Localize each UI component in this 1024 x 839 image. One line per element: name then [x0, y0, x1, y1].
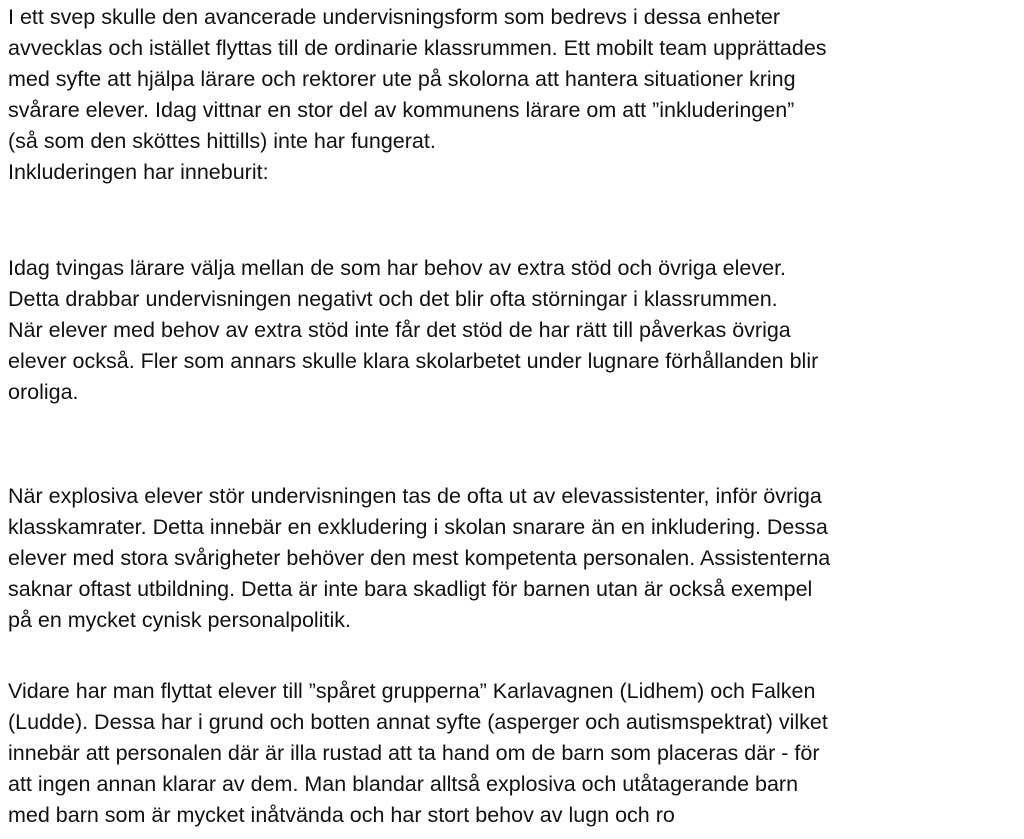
text-line: på en mycket cynisk personalpolitik. [8, 608, 351, 632]
paragraph-inclusion-background [8, 2, 1022, 188]
text-line: Idag tvingas lärare välja mellan de som har behov av extra stöd och övriga elever. [8, 256, 787, 280]
text-line: (Ludde). Dessa har i grund och botten annat syfte (asperger och autismspektrat) vilket [8, 710, 828, 734]
text-line: att ingen annan klarar av dem. Man blandar alltså explosiva och utåtagerande barn [8, 772, 799, 796]
text-line: elever också. Fler som annars skulle klara skolarbetet under lugnare förhållanden blir [8, 349, 819, 373]
text-line: oroliga. [8, 380, 79, 404]
text-line: med syfte att hjälpa lärare och rektorer ute på skolorna att hantera situationer kring [8, 67, 796, 91]
text-line: klasskamrater. Detta innebär en exkludering i skolan snarare än en inkludering. Dessa [8, 515, 828, 539]
text-line: (så som den sköttes hittills) inte har fungerat. [8, 129, 436, 153]
text-line: Vidare har man flyttat elever till ”spåret grupperna” Karlavagnen (Lidhem) och Falken [8, 679, 816, 703]
text-line: saknar oftast utbildning. Detta är inte bara skadligt för barnen utan är också exempel [8, 577, 813, 601]
section-lead-in: Inkluderingen har inneburit: [8, 160, 269, 184]
paragraph-explosive-students [8, 481, 1022, 636]
text-line: I ett svep skulle den avancerade undervisningsform som bedrevs i dessa enheter [8, 5, 781, 29]
text-line: innebär att personalen där är illa rustad att ta hand om de barn som placeras där - för [8, 741, 820, 765]
paragraph-special-groups [8, 676, 1022, 831]
text-line: med barn som är mycket inåtvända och har stort behov av lugn och ro [8, 803, 675, 827]
paragraph-teacher-choices [8, 253, 1022, 408]
text-line: elever med stora svårigheter behöver den mest kompetenta personalen. Assistenterna [8, 546, 831, 570]
text-line: svårare elever. Idag vittnar en stor del av kommunens lärare om att ”inkluderingen” [8, 98, 795, 122]
text-line: När elever med behov av extra stöd inte får det stöd de har rätt till påverkas övriga [8, 318, 791, 342]
text-line: avvecklas och istället flyttas till de ordinarie klassrummen. Ett mobilt team upprättades [8, 36, 827, 60]
text-line: Detta drabbar undervisningen negativt och det blir ofta störningar i klassrummen. [8, 287, 778, 311]
text-line: När explosiva elever stör undervisningen tas de ofta ut av elevassistenter, inför övriga [8, 484, 822, 508]
